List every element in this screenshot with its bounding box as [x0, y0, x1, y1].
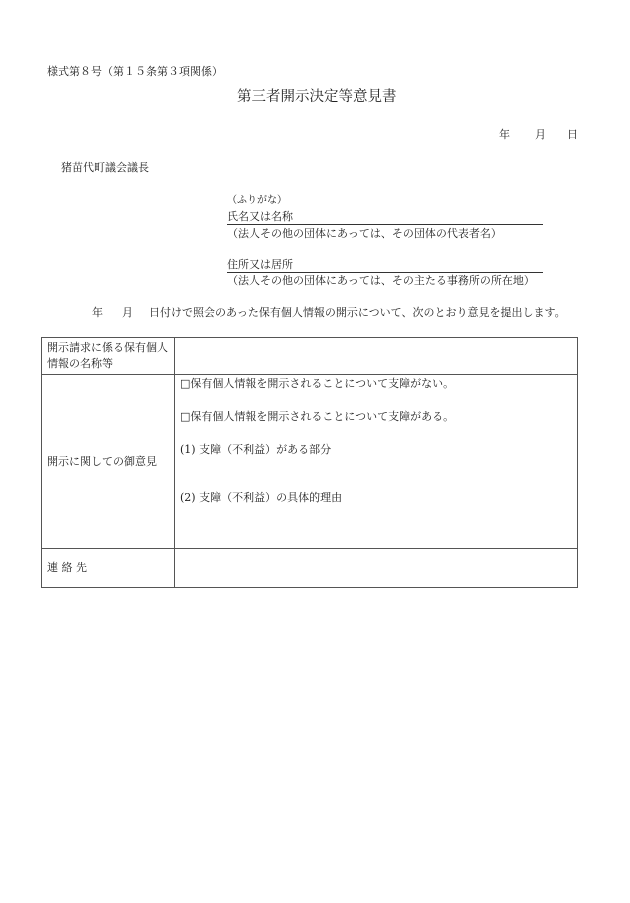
statement-month: 月: [122, 306, 133, 319]
date-year: 年: [499, 128, 510, 141]
address-note: （法人その他の団体にあっては、その主たる事務所の所在地）: [227, 274, 535, 287]
name-label: 氏名又は名称: [227, 210, 293, 223]
page-title: 第三者開示決定等意見書: [237, 89, 397, 105]
option-issue[interactable]: □保有個人情報を開示されることについて支障がある。: [180, 410, 455, 423]
address-field[interactable]: [227, 258, 543, 273]
info-name-field[interactable]: [175, 338, 578, 375]
form-number: 様式第８号（第１５条第３項関係）: [47, 65, 223, 78]
furigana-label: （ふりがな）: [227, 195, 287, 206]
item-reason: (2) 支障（不利益）の具体的理由: [180, 491, 343, 504]
address-label: 住所又は居所: [227, 258, 293, 271]
item-affected-part: (1) 支障（不利益）がある部分: [180, 443, 332, 456]
statement-text: 日付けで照会のあった保有個人情報の開示について、次のとおり意見を提出します。: [149, 306, 566, 319]
statement-year: 年: [92, 306, 103, 319]
date-day: 日: [567, 128, 578, 141]
date-month: 月: [535, 128, 546, 141]
name-field[interactable]: [227, 210, 543, 225]
contact-label: 連 絡 先: [42, 549, 175, 588]
name-note: （法人その他の団体にあっては、その団体の代表者名）: [227, 227, 502, 240]
contact-field[interactable]: [175, 549, 578, 588]
opinion-label: 開示に関しての御意見: [42, 375, 175, 549]
option-no-issue[interactable]: □保有個人情報を開示されることについて支障がない。: [180, 377, 455, 390]
opinion-field[interactable]: [175, 375, 578, 549]
info-name-label: 開示請求に係る保有個人情報の名称等: [42, 338, 175, 375]
addressee: 猪苗代町議会議長: [61, 161, 149, 174]
opinion-table: [41, 337, 578, 588]
